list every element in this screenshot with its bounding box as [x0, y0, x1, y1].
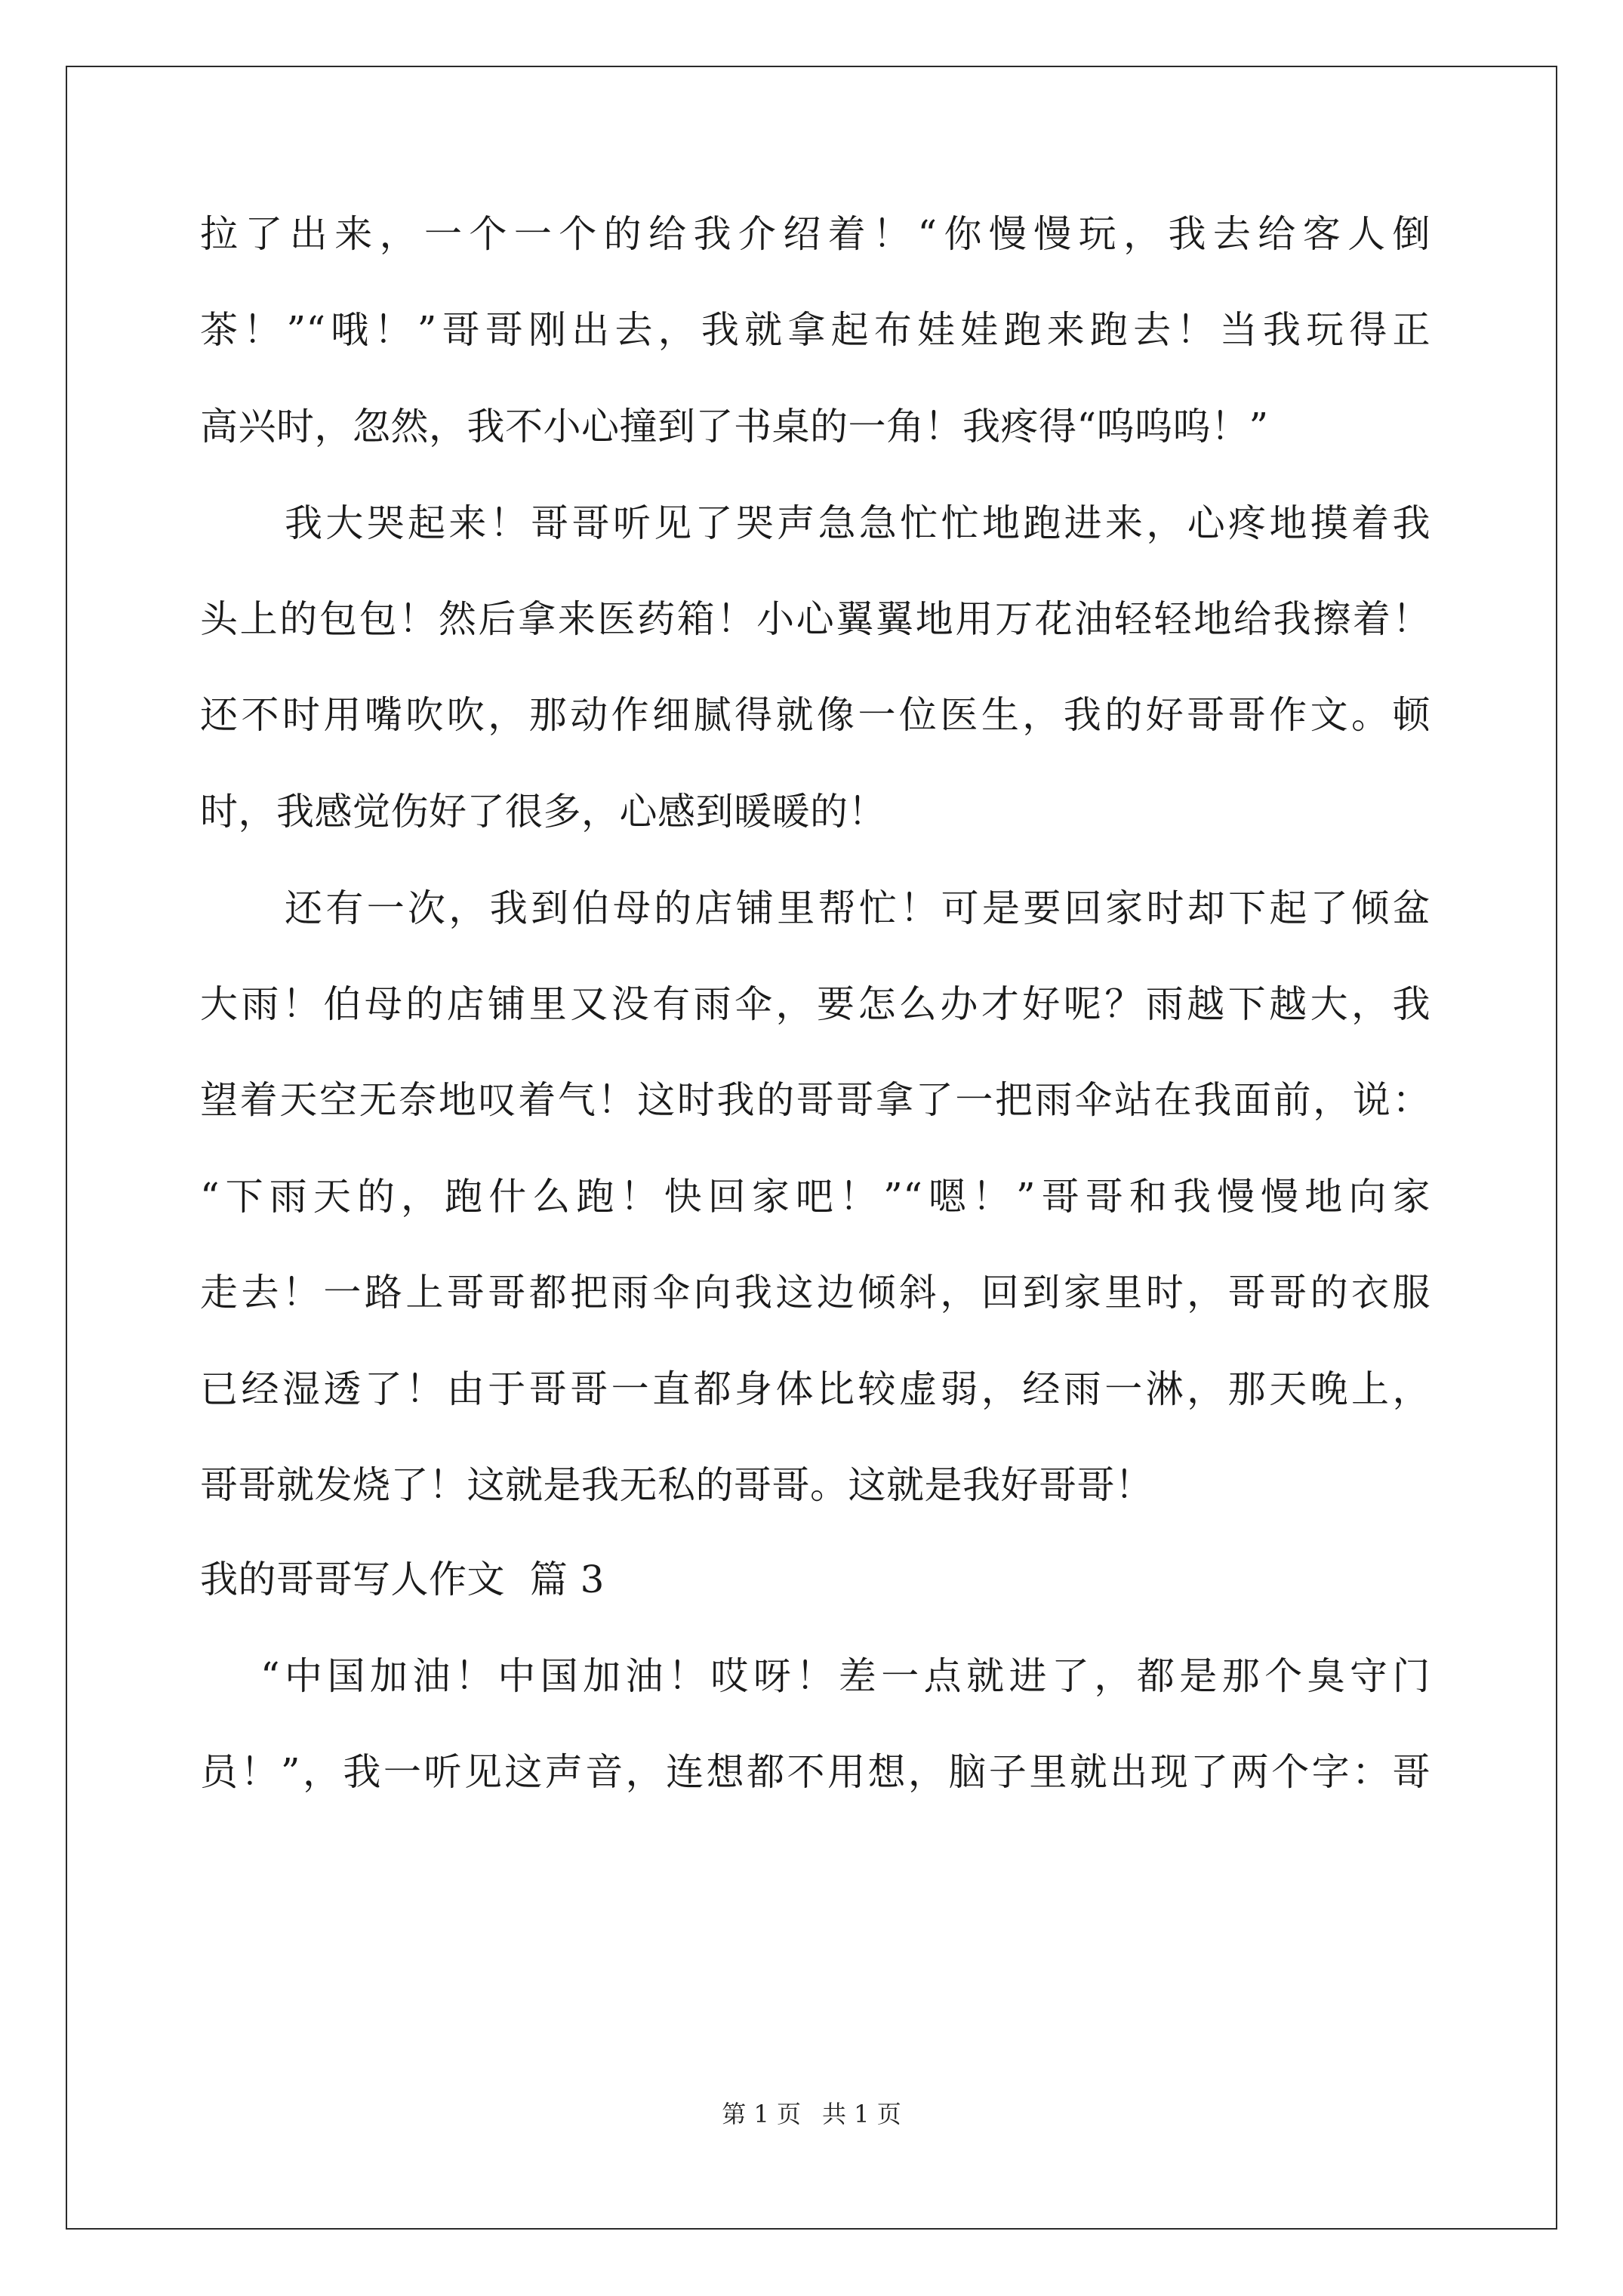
page-total: 共 1 页 [822, 2100, 901, 2128]
text-line: 高兴时，忽然，我不小心撞到了书桌的一角！我疼得“呜呜呜！” [200, 405, 1269, 448]
text-line: 大雨！伯母的店铺里又没有雨伞，要怎么办才好呢？雨越下越大，我 [200, 982, 1431, 1026]
text-line: 已经湿透了！由于哥哥一直都身体比较虚弱，经雨一淋，那天晚上， [200, 1367, 1431, 1411]
text-line: 还不时用嘴吹吹，那动作细腻得就像一位医生，我的好哥哥作文。顿 [200, 693, 1431, 737]
page-number: 第 1 页 [722, 2100, 801, 2128]
page-border [66, 66, 1557, 2230]
text-line: 哥哥就发烧了！这就是我无私的哥哥。这就是我好哥哥！ [200, 1463, 1153, 1507]
text-line: 望着天空无奈地叹着气！这时我的哥哥拿了一把雨伞站在我面前，说： [200, 1078, 1431, 1122]
section-heading: 我的哥哥写人作文 篇 3 [200, 1558, 605, 1601]
text-line: 走去！一路上哥哥都把雨伞向我这边倾斜，回到家里时，哥哥的衣服 [200, 1271, 1431, 1314]
text-line: 员！”，我一听见这声音，连想都不用想，脑子里就出现了两个字：哥 [200, 1750, 1431, 1794]
text-line: 拉了出来，一个一个的给我介绍着！“你慢慢玩，我去给客人倒 [200, 212, 1431, 256]
paragraph-first-line: “中国加油！中国加油！哎呀！差一点就进了，都是那个臭守门 [260, 1654, 1431, 1698]
text-line: “下雨天的，跑什么跑！快回家吧！”“嗯！”哥哥和我慢慢地向家 [200, 1175, 1431, 1219]
page-footer [0, 2099, 1623, 2129]
text-line: 时，我感觉伤好了很多，心感到暖暖的！ [200, 790, 886, 834]
paragraph-first-line: 还有一次，我到伯母的店铺里帮忙！可是要回家时却下起了倾盆 [285, 886, 1431, 930]
paragraph-first-line: 我大哭起来！哥哥听见了哭声急急忙忙地跑进来，心疼地摸着我 [285, 501, 1431, 545]
text-line: 茶！”“哦！”哥哥刚出去，我就拿起布娃娃跑来跑去！当我玩得正 [200, 308, 1431, 352]
text-line: 头上的包包！然后拿来医药箱！小心翼翼地用万花油轻轻地给我擦着！ [200, 597, 1431, 641]
